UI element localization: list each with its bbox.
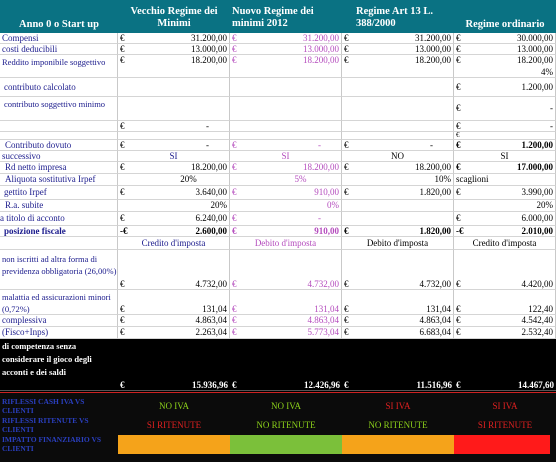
cell-value[interactable]: 2.010,00 [521, 226, 553, 236]
cell-value[interactable]: - [318, 140, 321, 150]
currency-symbol: € [344, 162, 349, 172]
footer-label: RIFLESSI RITENUTE VS CLIENTI [2, 416, 89, 434]
currency-symbol: € [344, 304, 349, 314]
header-col2[interactable] [230, 0, 342, 33]
header-col1[interactable] [118, 0, 230, 33]
table-row [0, 212, 556, 226]
currency-symbol: € [344, 187, 349, 197]
cell-value[interactable]: Debito d'imposta [254, 237, 317, 248]
currency-symbol: € [120, 33, 125, 43]
cell-value[interactable]: NO [391, 151, 404, 161]
cell-value[interactable]: 4.732,00 [307, 279, 339, 289]
impact-bar-green [230, 435, 342, 454]
footer-label: RIFLESSI CASH IVA VS CLIENTI [2, 397, 85, 415]
currency-symbol: € [232, 380, 237, 390]
table-row [0, 315, 556, 327]
row-label[interactable]: malattia ed assicurazioni minori (0,72%) [2, 292, 111, 314]
currency-symbol: € [456, 162, 461, 172]
cell-value[interactable]: 3.990,00 [521, 187, 553, 197]
row-label[interactable]: (Fisco+Inps) [2, 327, 49, 337]
currency-symbol: € [456, 132, 460, 139]
currency-symbol: € [120, 121, 125, 131]
table-row [0, 250, 556, 290]
header-col4-text: Regime ordinario [465, 19, 545, 30]
currency-symbol: € [120, 380, 125, 390]
cell-value[interactable]: 4.863,04 [307, 315, 339, 325]
table-row [0, 44, 556, 55]
cell-value[interactable]: Credito d'imposta [141, 237, 206, 248]
currency-symbol: € [344, 380, 349, 390]
header-col2-text: Nuovo Regime dei minimi 2012 [232, 6, 314, 29]
table-row [0, 162, 556, 174]
currency-symbol: € [120, 279, 125, 289]
impact-bar-orange [342, 435, 454, 454]
footer-label: IMPATTO FINANZIARIO VS CLIENTI [2, 435, 102, 453]
row-label[interactable]: Aliquota sostitutiva Irpef [5, 174, 96, 184]
cell-value[interactable]: 6.240,00 [195, 213, 227, 223]
cell-value[interactable]: 20% [210, 200, 227, 210]
cell-value[interactable]: 1.200,00 [521, 140, 553, 150]
currency-symbol: € [232, 213, 237, 223]
cell-value[interactable]: - [430, 140, 433, 150]
impact-bar-red [454, 435, 550, 454]
cell-value[interactable]: SI [169, 151, 178, 161]
cell-value[interactable]: 1.200,00 [521, 81, 553, 92]
cell-value[interactable]: 12.426,96 [304, 380, 340, 390]
status-text: SI RITENUTE [477, 420, 533, 430]
cell-value[interactable]: 18.200,00 [303, 55, 339, 65]
cell-value[interactable]: 13.000,00 [303, 44, 339, 54]
cell-value[interactable]: 18.200,00 [415, 55, 451, 65]
cell-value[interactable]: 6.000,00 [521, 213, 553, 223]
table-row [0, 174, 556, 186]
cell-value[interactable]: scaglioni [456, 174, 489, 184]
cell-value[interactable]: 4% [541, 66, 553, 77]
cell-value[interactable]: 17.000,00 [517, 162, 553, 172]
row-label[interactable]: contributo calcolato [4, 81, 76, 92]
currency-symbol: € [120, 55, 125, 65]
currency-symbol: € [120, 140, 125, 150]
currency-symbol: € [456, 44, 461, 54]
row-label[interactable]: a titolo di acconto [0, 213, 65, 223]
row-label[interactable]: Rd netto impresa [5, 162, 67, 172]
table-row [0, 121, 556, 132]
cell-value[interactable]: 4.863,04 [195, 315, 227, 325]
cell-value[interactable]: 6.683,04 [419, 327, 451, 337]
cell-value[interactable]: 2.600,00 [195, 226, 227, 236]
row-label[interactable]: Compensi [2, 33, 39, 43]
cell-value[interactable]: 18.200,00 [303, 162, 339, 172]
currency-symbol: € [456, 213, 461, 223]
table-row [0, 33, 556, 44]
currency-symbol: € [232, 55, 237, 65]
currency-symbol: -€ [120, 226, 128, 236]
table-row [0, 327, 556, 339]
footer-row-impatto [0, 435, 556, 454]
currency-symbol: € [120, 44, 125, 54]
currency-symbol: € [120, 327, 125, 337]
cell-value[interactable]: 4.863,04 [419, 315, 451, 325]
row-label[interactable]: successivo [2, 151, 41, 161]
currency-symbol: € [456, 33, 461, 43]
header-col3-text: Regime Art 13 L. 388/2000 [356, 6, 433, 29]
currency-symbol: € [456, 304, 461, 314]
header-col1-text: Vecchio Regime dei Minimi [130, 6, 218, 29]
cell-value[interactable]: 18.200,00 [191, 55, 227, 65]
cell-value[interactable]: SI [281, 151, 290, 161]
currency-symbol: -€ [456, 226, 464, 236]
cell-value[interactable]: 30.000,00 [517, 33, 553, 43]
cell-value[interactable]: 2.263,04 [195, 327, 227, 337]
currency-symbol: € [456, 380, 461, 390]
currency-symbol: € [456, 81, 461, 92]
cell-value[interactable]: 1.820,00 [419, 226, 451, 236]
cell-value[interactable]: - [206, 121, 209, 131]
cell-value[interactable]: - [550, 103, 553, 113]
cell-value[interactable]: Credito d'imposta [472, 237, 537, 248]
footer-row-iva [0, 397, 556, 416]
row-label[interactable]: Contributo dovuto [5, 140, 72, 150]
row-label[interactable]: contributo soggettivo minimo [4, 99, 106, 109]
cell-value[interactable]: 13.000,00 [191, 44, 227, 54]
header-col4[interactable] [454, 0, 556, 33]
currency-symbol: € [232, 327, 237, 337]
currency-symbol: € [120, 187, 125, 197]
cell-value[interactable]: 5.773,04 [307, 327, 339, 337]
currency-symbol: € [456, 103, 461, 113]
status-text: SI IVA [385, 401, 411, 411]
cell-value[interactable]: - [318, 213, 321, 223]
currency-symbol: € [456, 327, 461, 337]
cell-value[interactable]: 18.200,00 [415, 162, 451, 172]
cell-value[interactable]: 131,04 [202, 304, 227, 314]
total-row [0, 339, 556, 391]
currency-symbol: € [456, 279, 461, 289]
table-row [0, 237, 556, 250]
cell-value[interactable]: 4.732,00 [419, 279, 451, 289]
currency-symbol: € [456, 187, 461, 197]
cell-value[interactable]: 13.000,00 [415, 44, 451, 54]
table-row [0, 186, 556, 200]
currency-symbol: € [232, 279, 237, 289]
currency-symbol: € [232, 315, 237, 325]
currency-symbol: € [456, 121, 461, 131]
cell-value[interactable]: - [206, 140, 209, 150]
cell-value[interactable]: 14.467,60 [518, 380, 554, 390]
footer-row-ritenute [0, 416, 556, 435]
row-label[interactable]: complessiva [2, 315, 47, 325]
currency-symbol: € [456, 315, 461, 325]
cell-value[interactable]: 31.200,00 [191, 33, 227, 43]
cell-value[interactable]: 15.936,96 [192, 380, 228, 390]
currency-symbol: € [120, 304, 125, 314]
cell-value[interactable]: 0% [327, 200, 339, 210]
cell-value[interactable]: 20% [180, 174, 197, 184]
status-text: SI RITENUTE [146, 420, 202, 430]
table-row [0, 97, 556, 121]
header-col0-text: Anno 0 o Start up [19, 19, 99, 30]
row-label[interactable]: R.a. subite [5, 200, 44, 210]
row-label[interactable]: gettito Irpef [4, 187, 47, 197]
currency-symbol: € [232, 44, 237, 54]
cell-value[interactable]: 131,04 [426, 304, 451, 314]
table-row [0, 55, 556, 78]
cell-value[interactable]: 11.516,96 [416, 380, 452, 390]
currency-symbol: € [456, 55, 461, 65]
currency-symbol: € [344, 55, 349, 65]
cell-value[interactable]: 3.640,00 [195, 187, 227, 197]
currency-symbol: € [456, 140, 461, 150]
status-text: NO RITENUTE [368, 420, 428, 430]
cell-value[interactable]: 122,40 [528, 304, 553, 314]
table-row [0, 78, 556, 97]
header-row [0, 0, 556, 33]
impact-bar-orange [118, 435, 230, 454]
currency-symbol: € [344, 279, 349, 289]
row-label[interactable]: Reddito imponibile soggettivo [2, 57, 106, 67]
cell-value[interactable]: 5% [294, 174, 307, 184]
currency-symbol: € [232, 162, 237, 172]
header-col0[interactable] [0, 0, 118, 33]
cell-value[interactable]: 4.732,00 [195, 279, 227, 289]
header-col3[interactable] [342, 0, 454, 33]
cell-value[interactable]: 10% [434, 174, 451, 184]
cell-value[interactable]: 2.532,40 [521, 327, 553, 337]
table-row [0, 151, 556, 162]
table-row [0, 140, 556, 151]
table-row [0, 226, 556, 237]
status-text: NO RITENUTE [256, 420, 316, 430]
status-text: NO IVA [158, 401, 190, 411]
currency-symbol: € [232, 140, 237, 150]
status-text: SI IVA [492, 401, 518, 411]
table-row [0, 290, 556, 315]
row-label[interactable]: posizione fiscale [4, 226, 66, 236]
cell-value[interactable]: 4.542,40 [521, 315, 553, 325]
cell-value[interactable]: 910,00 [314, 187, 339, 197]
currency-symbol: € [232, 187, 237, 197]
currency-symbol: € [344, 327, 349, 337]
currency-symbol: € [232, 33, 237, 43]
table-row [0, 132, 556, 140]
currency-symbol: € [344, 33, 349, 43]
cell-value[interactable]: Debito d'imposta [366, 237, 429, 248]
cell-value[interactable]: 910,00 [314, 226, 339, 236]
row-label[interactable]: costi deducibili [2, 44, 58, 54]
currency-symbol: € [344, 44, 349, 54]
row-label[interactable]: non iscritti ad altra forma di previdenza obbligatoria (26,00%) [2, 254, 117, 276]
cell-value[interactable]: 31.200,00 [303, 33, 339, 43]
cell-value[interactable]: - [550, 121, 553, 131]
currency-symbol: € [120, 213, 125, 223]
currency-symbol: € [232, 226, 237, 236]
cell-value[interactable]: 4.420,00 [521, 279, 553, 289]
row-label[interactable]: di competenza senza considerare il gioco degli acconti e dei saldi [2, 341, 92, 377]
cell-value[interactable]: 18.200,00 [191, 162, 227, 172]
cell-value[interactable]: 20% [536, 200, 553, 210]
status-text: NO IVA [270, 401, 302, 411]
cell-value[interactable]: 131,04 [314, 304, 339, 314]
cell-value[interactable]: 13.000,00 [517, 44, 553, 54]
cell-value[interactable]: 31.200,00 [415, 33, 451, 43]
currency-symbol: € [120, 315, 125, 325]
cell-value[interactable]: 18.200,00 [517, 55, 553, 65]
cell-value[interactable]: SI [500, 151, 509, 161]
table-row [0, 200, 556, 212]
currency-symbol: € [120, 162, 125, 172]
cell-value[interactable]: 1.820,00 [419, 187, 451, 197]
currency-symbol: € [344, 226, 349, 236]
currency-symbol: € [232, 304, 237, 314]
currency-symbol: € [344, 315, 349, 325]
currency-symbol: € [344, 140, 349, 150]
